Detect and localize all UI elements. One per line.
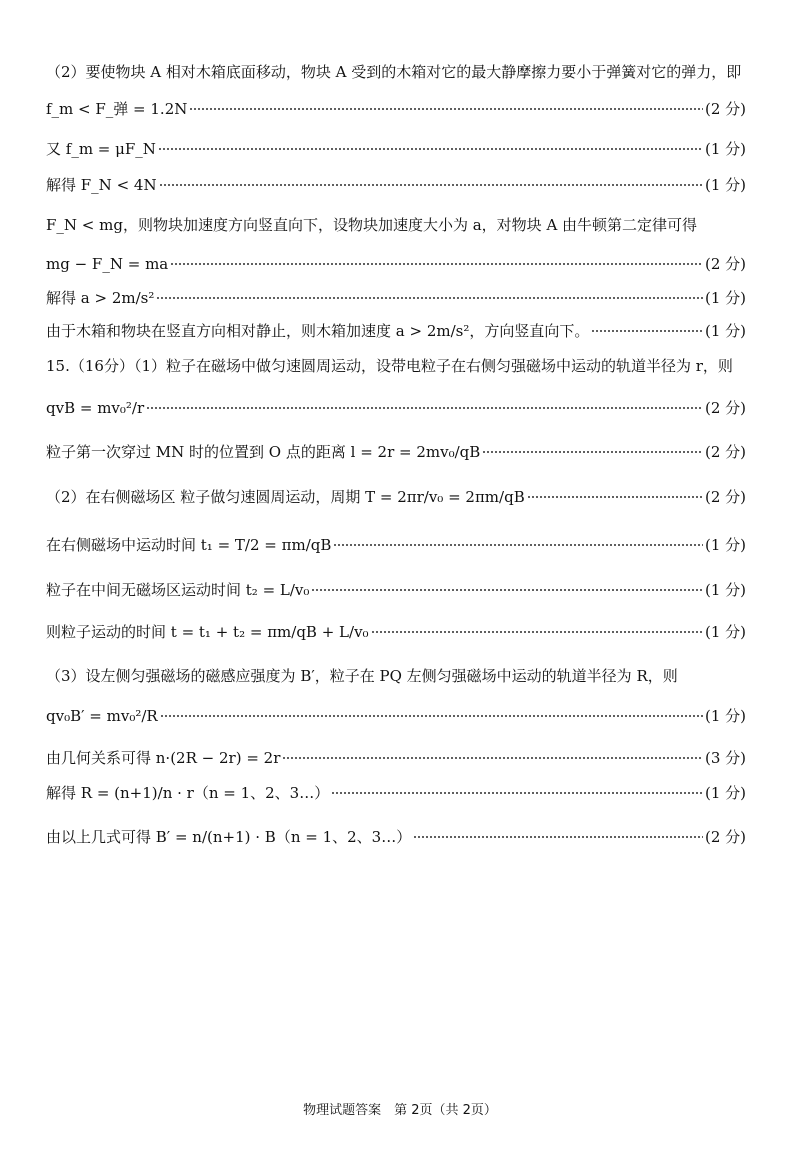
step-text: 解得 a > 2m/s²: [46, 289, 155, 307]
step-text: 由几何关系可得 n·(2R − 2r) = 2r: [46, 749, 281, 767]
dot-leader: [170, 263, 703, 265]
dot-leader: [159, 184, 703, 186]
text-line-8: 15.（16分）（1）粒子在磁场中做匀速圆周运动，设带电粒子在右侧匀强磁场中运动的轨道半径为 r，则: [46, 357, 733, 375]
step-text: 又 f_m = μF_N: [46, 140, 156, 158]
step-line-14: [46, 622, 746, 642]
step-line-1: [46, 99, 746, 119]
text-line-4: F_N < mg，则物块加速度方向竖直向下，设物块加速度大小为 a，对物块 A 由牛顿第二定律可得: [46, 216, 698, 234]
score-label: (2 分): [704, 100, 746, 118]
score-label: (1 分): [704, 176, 746, 194]
step-text: mg − F_N = ma: [46, 255, 169, 273]
score-label: (3 分): [704, 749, 746, 767]
score-label: (1 分): [704, 707, 746, 725]
step-line-19: [46, 827, 746, 847]
step-line-17: [46, 748, 746, 768]
dot-leader: [189, 108, 703, 110]
score-label: (1 分): [704, 140, 746, 158]
dot-leader: [333, 544, 703, 546]
score-label: (2 分): [704, 255, 746, 273]
score-label: (1 分): [704, 623, 746, 641]
text-line-0: （2）要使物块 A 相对木箱底面移动，物块 A 受到的木箱对它的最大静摩擦力要小于弹簧对它的弹力，即: [46, 63, 742, 81]
dot-leader: [482, 451, 703, 453]
score-label: (2 分): [704, 399, 746, 417]
dot-leader: [371, 631, 703, 633]
dot-leader: [311, 589, 703, 591]
score-label: (1 分): [704, 581, 746, 599]
dot-leader: [146, 407, 703, 409]
step-text: （2）在右侧磁场区 粒子做匀速圆周运动，周期 T = 2πr/v₀ = 2πm/qB: [46, 488, 525, 506]
step-text: 粒子在中间无磁场区运动时间 t₂ = L/v₀: [46, 581, 310, 599]
step-line-2: [46, 139, 746, 159]
dot-leader: [527, 496, 703, 498]
dot-leader: [413, 836, 703, 838]
score-label: (1 分): [704, 322, 746, 340]
step-text: 由以上几式可得 B′ = n/(n+1) · B（n = 1、2、3…）: [46, 828, 412, 846]
step-text: 粒子第一次穿过 MN 时的位置到 O 点的距离 l = 2r = 2mv₀/qB: [46, 443, 481, 461]
step-line-12: [46, 535, 746, 555]
step-line-9: [46, 398, 746, 418]
step-line-16: [46, 706, 746, 726]
dot-leader: [160, 715, 703, 717]
score-label: (1 分): [704, 784, 746, 802]
score-label: (2 分): [704, 443, 746, 461]
score-label: (2 分): [704, 828, 746, 846]
step-line-3: [46, 175, 746, 195]
step-text: f_m < F_弹 = 1.2N: [46, 100, 188, 118]
dot-leader: [158, 148, 703, 150]
score-label: (1 分): [704, 289, 746, 307]
score-label: (2 分): [704, 488, 746, 506]
dot-leader: [331, 792, 703, 794]
step-line-6: [46, 288, 746, 308]
step-line-7: [46, 321, 746, 341]
page-footer: 物理试题答案 第 2页（共 2页）: [303, 1103, 497, 1118]
text-line-15: （3）设左侧匀强磁场的磁感应强度为 B′，粒子在 PQ 左侧匀强磁场中运动的轨道半径为 R，则: [46, 667, 678, 685]
step-text: 解得 R = (n+1)/n · r（n = 1、2、3…）: [46, 784, 330, 802]
step-text: 则粒子运动的时间 t = t₁ + t₂ = πm/qB + L/v₀: [46, 623, 369, 641]
step-text: qvB = mv₀²/r: [46, 399, 145, 417]
dot-leader: [591, 330, 703, 332]
step-text: qv₀B′ = mv₀²/R: [46, 707, 158, 725]
dot-leader: [282, 757, 703, 759]
step-line-18: [46, 783, 746, 803]
step-line-10: [46, 442, 746, 462]
step-text: 解得 F_N < 4N: [46, 176, 157, 194]
step-text: 由于木箱和物块在竖直方向相对静止，则木箱加速度 a > 2m/s²，方向竖直向下。: [46, 322, 590, 340]
step-line-5: [46, 254, 746, 274]
score-label: (1 分): [704, 536, 746, 554]
dot-leader: [156, 297, 703, 299]
step-line-13: [46, 580, 746, 600]
step-line-11: [46, 487, 746, 507]
step-text: 在右侧磁场中运动时间 t₁ = T/2 = πm/qB: [46, 536, 332, 554]
